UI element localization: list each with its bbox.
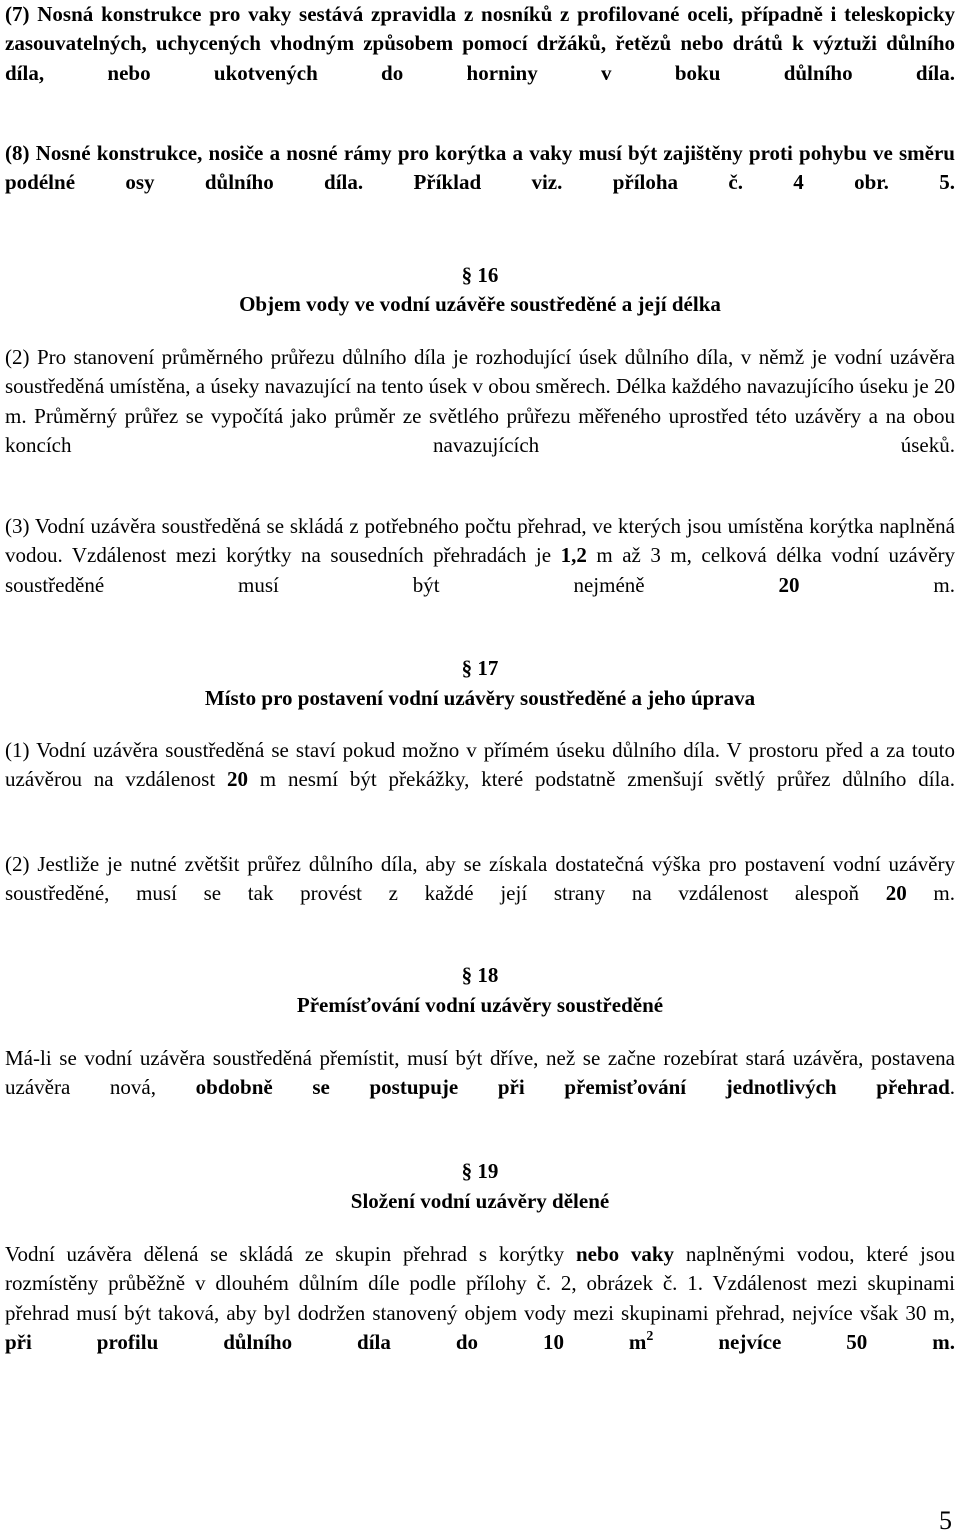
s16-paragraph-3: (3) Vodní uzávěra soustředěná se skládá z potřebného počtu přehrad, ve kterých jsou umístěna korýtka naplněná vodou. Vzdálenost mezi korýtky na sousedních přehradách je 1,2 m až 3 m, celková délka vodní uzávěry soustředěné musí být nejméně 20 m. — [5, 514, 956, 597]
section-number-18: § 18 — [461, 963, 499, 987]
paragraph-7: (7) Nosná konstrukce pro vaky sestává zpravidla z nosníků z profilované oceli, případně i teleskopicky zasouvatelných, uchycených vhodným způsobem pomocí držáků, řetězů nebo drátů k výztuži důlního díla, nebo ukotvených do horniny v boku důlního díla. — [5, 2, 955, 85]
s17-paragraph-1: (1) Vodní uzávěra soustředěná se staví pokud možno v přímém úseku důlního díla. V prostoru před a za touto uzávěrou na vzdálenost 20 m nesmí být překážky, které podstatně zmenšují světlý průřez důlního díla. — [5, 738, 955, 792]
section-title-17: Místo pro postavení vodní uzávěry soustředěné a jeho úprava — [204, 686, 756, 710]
s16-paragraph-2: (2) Pro stanovení průměrného průřezu důlního díla je rozhodující úsek důlního díla, v němž je vodní uzávěra soustředěná umístěna, a úseky navazující na tento úsek v obou směrech. Délka každého navazujícího úseku je 20 m. Průměrný průřez se vypočítá jako průměr ze světlého průřezu měřeného uprostřed této uzávěry a na obou koncích navazujících úseků. — [5, 345, 955, 457]
section-title-18: Přemísťování vodní uzávěry soustředěné — [296, 993, 664, 1017]
section-number-19: § 19 — [461, 1159, 499, 1183]
s19-paragraph: Vodní uzávěra dělená se skládá ze skupin přehrad s korýtky nebo vaky naplněnými vodou, které jsou rozmístěny průběžně v dlouhém důlním díle podle přílohy č. 2, obrázek č. 1. Vzdálenost mezi skupinami přehrad musí být taková, aby byl dodržen stanovený objem vody mezi skupinami přehrad, nejvíce však 30 m, při profilu důlního díla do 10 $m^2$ nejvíce 50 m. — [5, 1242, 955, 1354]
s18-paragraph: Má-li se vodní uzávěra soustředěná přemístit, musí být dříve, než se začne rozebírat stará uzávěra, postavena uzávěra nová, obdobně se postupuje při přemisťování jednotlivých přehrad. — [5, 1046, 955, 1100]
section-title-16: Objem vody ve vodní uzávěře soustředěné a její délka — [239, 292, 721, 316]
s17-paragraph-2: (2) Jestliže je nutné zvětšit průřez důlního díla, aby se získala dostatečná výška pro postavení vodní uzávěry soustředěné, musí se tak provést z každé její strany na vzdálenost alespoň 20 m. — [5, 852, 955, 906]
section-title-19: Složení vodní uzávěry dělené — [350, 1189, 610, 1213]
page-number: 5 — [939, 1506, 952, 1535]
section-number-17: § 17 — [461, 656, 499, 680]
section-number-16: § 16 — [461, 263, 499, 287]
paragraph-8: (8) Nosné konstrukce, nosiče a nosné rámy pro korýtka a vaky musí být zajištěny proti pohybu ve směru podélné osy důlního díla. Příklad viz. příloha č. 4 obr. 5. — [5, 141, 955, 195]
